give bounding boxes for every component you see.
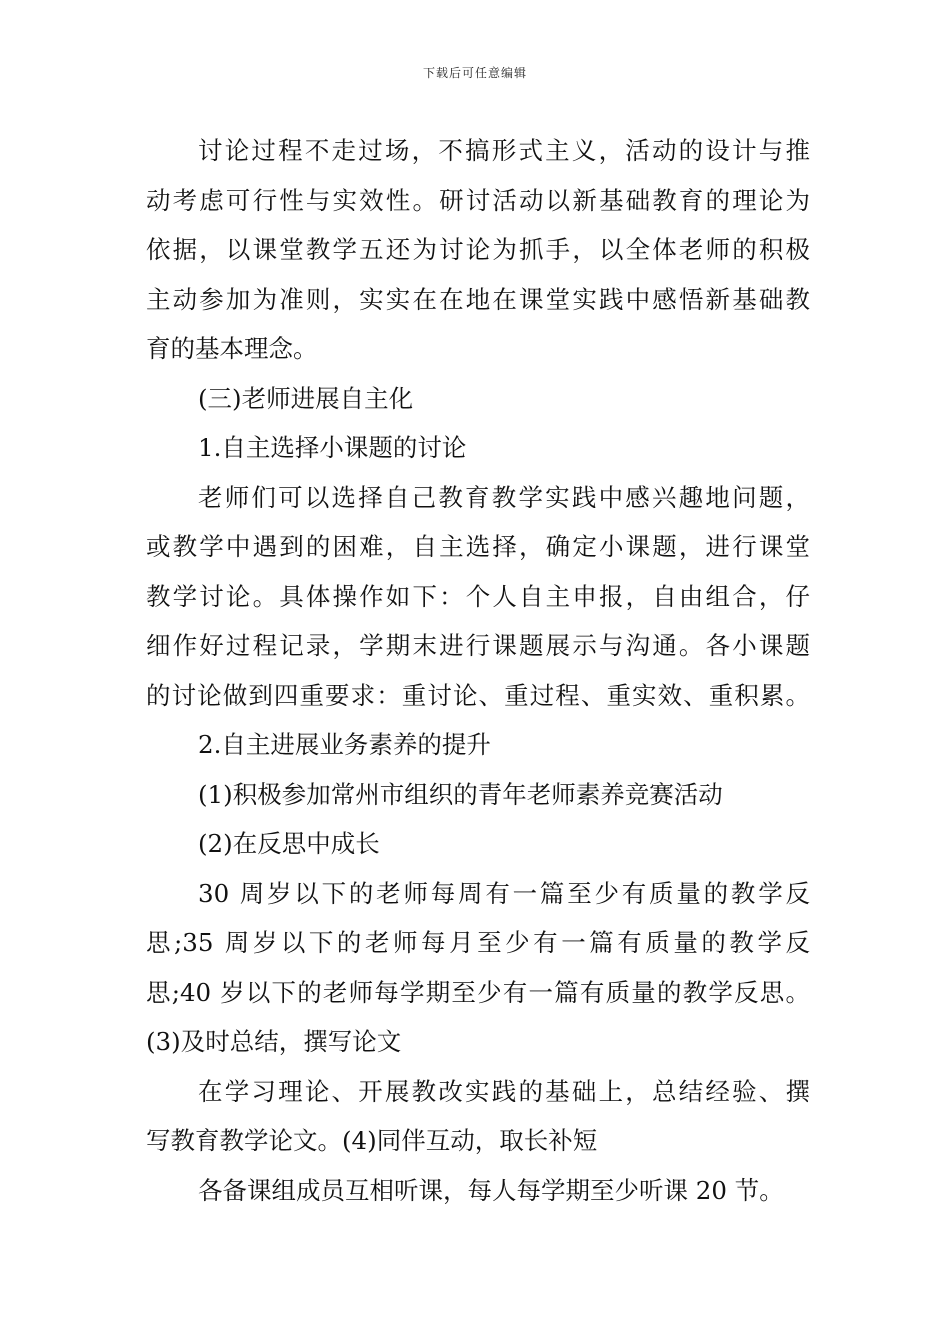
- subsection-heading: 2.自主进展业务素养的提升: [198, 730, 491, 759]
- document-body: [146, 126, 810, 1215]
- text-line: 动考虑可行性与实效性。研讨活动以新基础教育的理论为: [146, 185, 810, 215]
- section-heading: (三)老师进展自主化: [198, 383, 414, 413]
- subsection-heading: 1.自主选择小课题的讨论: [198, 433, 467, 462]
- list-item: (1)积极参加常州市组织的青年老师素养竞赛活动: [198, 779, 723, 809]
- text-line: 在学习理论、开展教改实践的基础上，总结经验、撰: [198, 1076, 810, 1106]
- text-line: 30 周岁以下的老师每周有一篇至少有质量的教学反: [198, 878, 810, 908]
- text-line: 写教育教学论文。(4)同伴互动，取长补短: [146, 1126, 598, 1155]
- text-line: 各备课组成员互相听课，每人每学期至少听课 20 节。: [198, 1175, 784, 1205]
- text-line: 思;40 岁以下的老师每学期至少有一篇有质量的教学反思。: [146, 977, 810, 1007]
- page-header: 下载后可任意编辑: [422, 66, 527, 80]
- text-line: 的讨论做到四重要求：重讨论、重过程、重实效、重积累。: [146, 680, 810, 710]
- text-line: 思;35 周岁以下的老师每月至少有一篇有质量的教学反: [146, 928, 810, 957]
- text-line: 讨论过程不走过场，不搞形式主义，活动的设计与推: [198, 136, 810, 165]
- text-line: 主动参加为准则，实实在在地在课堂实践中感悟新基础教: [146, 284, 810, 314]
- text-line: 依据，以课堂教学五还为讨论为抓手，以全体老师的积极: [146, 235, 810, 264]
- text-line: 或教学中遇到的困难，自主选择，确定小课题，进行课堂: [146, 532, 810, 561]
- list-item: (3)及时总结，撰写论文: [146, 1027, 402, 1056]
- text-line: 育的基本理念。: [146, 334, 318, 363]
- text-line: 老师们可以选择自己教育教学实践中感兴趣地问题，: [198, 482, 810, 512]
- text-line: 教学讨论。具体操作如下：个人自主申报，自由组合，仔: [146, 581, 810, 611]
- text-line: 细作好过程记录，学期末进行课题展示与沟通。各小课题: [146, 631, 810, 660]
- list-item: (2)在反思中成长: [198, 829, 380, 858]
